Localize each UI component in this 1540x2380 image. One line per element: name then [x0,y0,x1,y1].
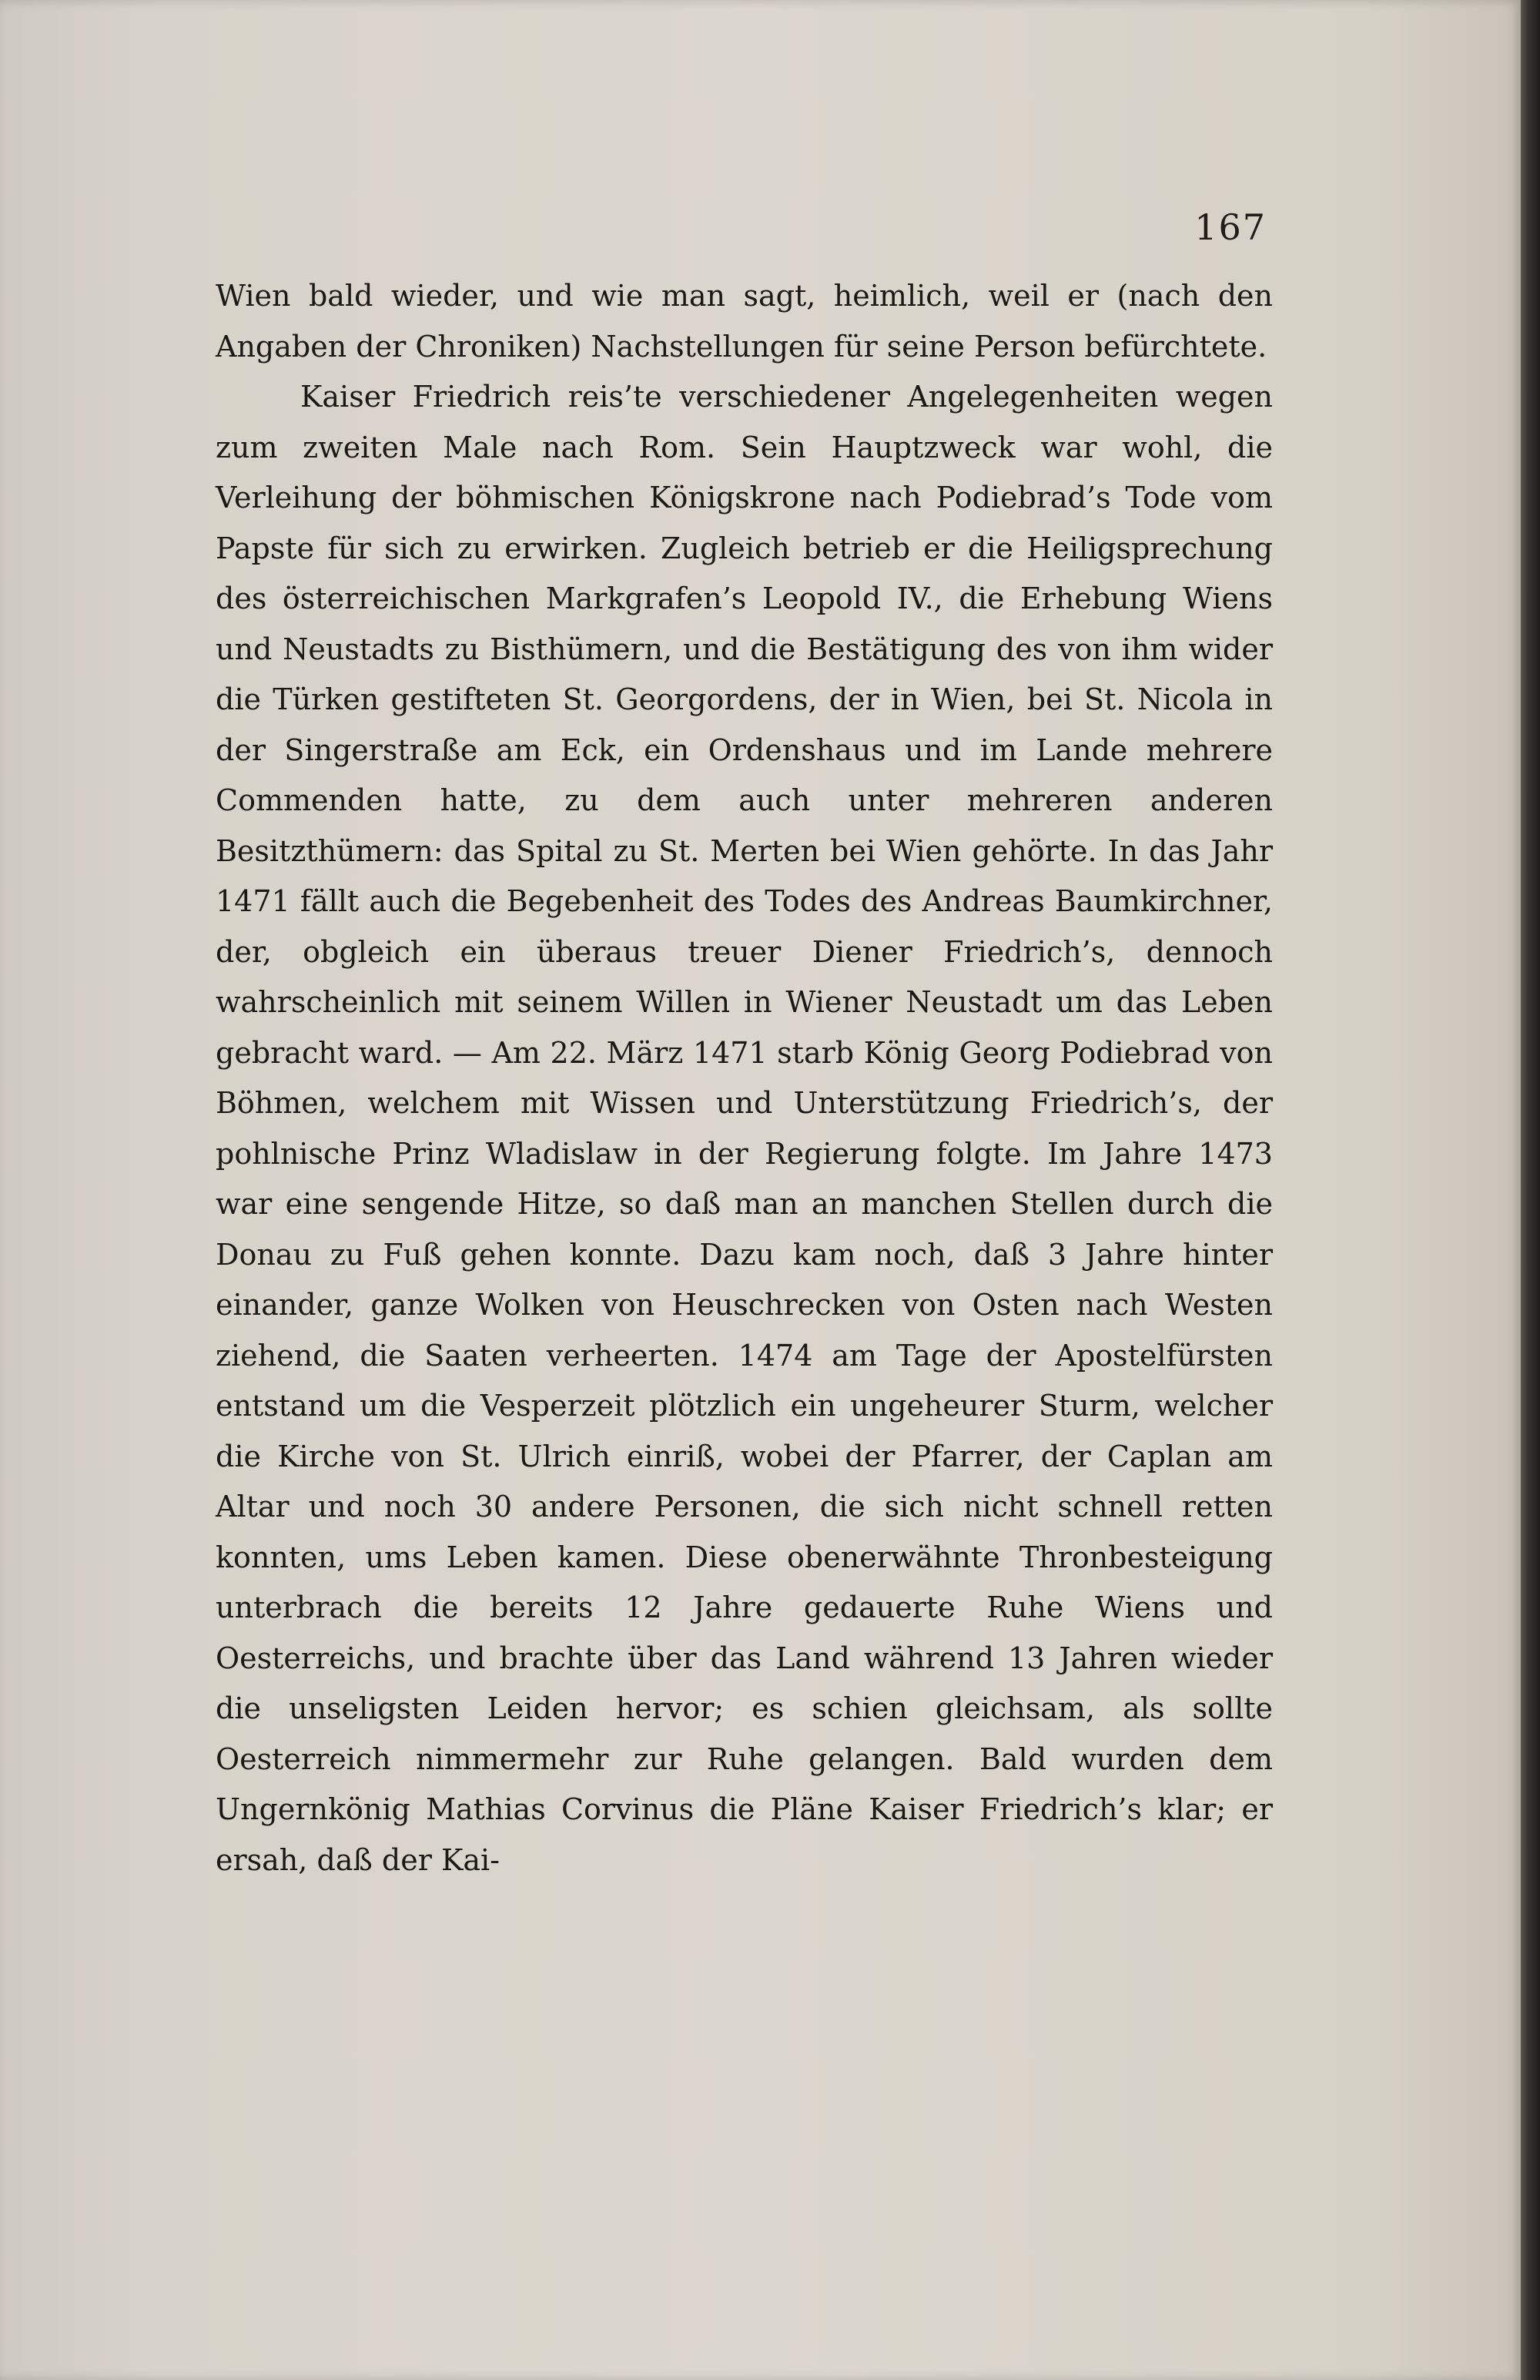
body-text [216,271,1273,1886]
paragraph-continuation: Wien bald wieder, und wie man sagt, heimlich, weil er (nach den Angaben der Chroniken) Nachstellungen für seine Person befürchtete. [216,279,1273,364]
page-number: 167 [1194,206,1267,248]
paragraph-main: Kaiser Friedrich reis’te verschiedener Angelegenheiten wegen zum zweiten Male nach Rom. Sein Hauptzweck war wohl, die Verleihung der böhmischen Königskrone nach Podiebrad’s Tode vom Papste für sich zu erwirken. Zugleich betrieb er die Heiligsprechung des österreichischen Markgrafen’s Leopold IV., die Erhebung Wiens und Neustadts zu Bisthümern, und die Bestätigung des von ihm wider die Türken gestifteten St. Georgordens, der in Wien, bei St. Nicola in der Singerstraße am Eck, ein Ordenshaus und im Lande mehrere Commenden hatte, zu dem auch unter mehreren anderen Besitzthümern: das Spital zu St. Merten bei Wien gehörte. In das Jahr 1471 fällt auch die Begebenheit des Todes des Andreas Baumkirchner, der, obgleich ein überaus treuer Diener Friedrich’s, dennoch wahrscheinlich mit seinem Willen in Wiener Neustadt um das Leben gebracht ward. — Am 22. März 1471 starb König Georg Podiebrad von Böhmen, welchem mit Wissen und Unterstützung Friedrich’s, der pohlnische Prinz Wladislaw in der Regierung folgte. Im Jahre 1473 war eine sengende Hitze, so daß man an manchen Stellen durch die Donau zu Fuß gehen konnte. Dazu kam noch, daß 3 Jahre hinter einander, ganze Wolken von Heuschrecken von Osten nach Westen ziehend, die Saaten verheerten. 1474 am Tage der Apostelfürsten entstand um die Vesperzeit plötzlich ein ungeheurer Sturm, welcher die Kirche von St. Ulrich einriß, wobei der Pfarrer, der Caplan am Altar und noch 30 andere Personen, die sich nicht schnell retten konnten, ums Leben kamen. Diese obenerwähnte Thronbesteigung unterbrach die bereits 12 Jahre gedauerte Ruhe Wiens und Oesterreichs, und brachte über das Land während 13 Jahren wieder die unseligsten Leiden hervor; es schien gleichsam, als sollte Oesterreich nimmermehr zur Ruhe gelangen. Bald wurden dem Ungernkönig Mathias Corvinus die Pläne Kaiser Friedrich’s klar; er ersah, daß der Kai- [216,380,1273,1877]
book-edge [1521,0,1540,2380]
